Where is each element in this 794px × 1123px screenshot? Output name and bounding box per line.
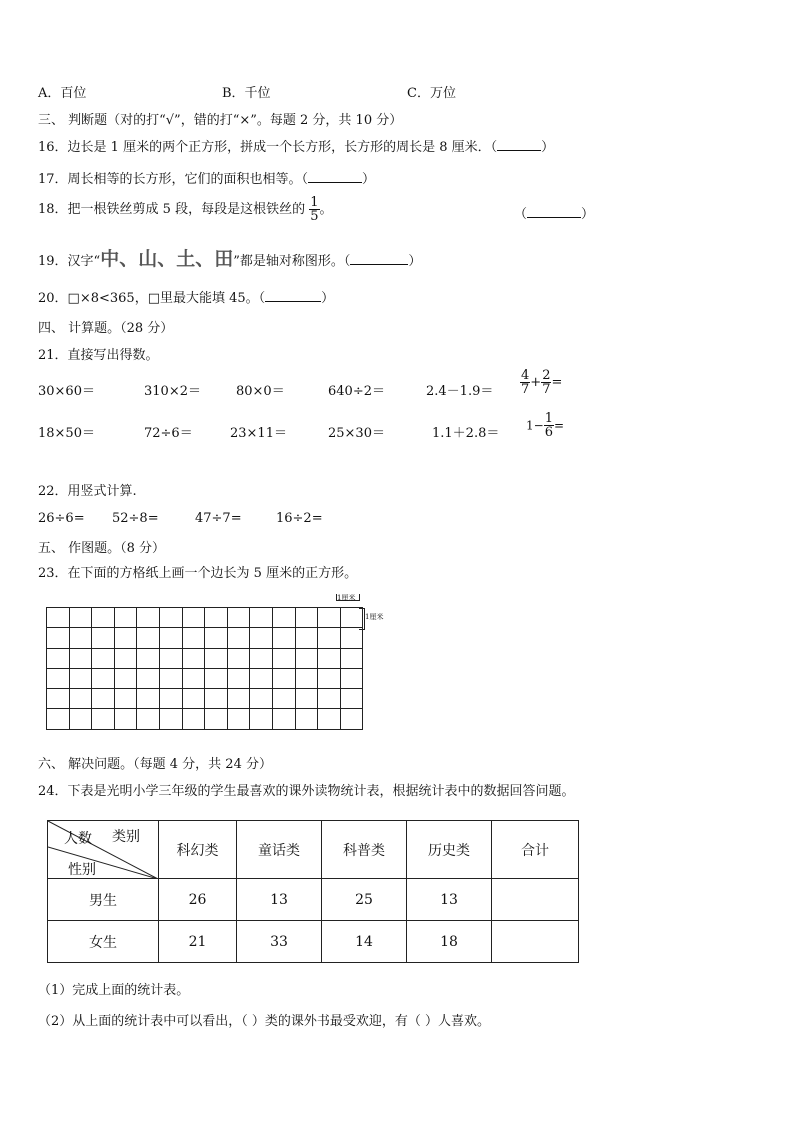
- section-5-title: 五、 作图题。（8 分）: [38, 541, 166, 556]
- table-header: 童话类: [237, 821, 322, 879]
- grid-cell[interactable]: [340, 628, 363, 648]
- grid-row[interactable]: [47, 709, 363, 729]
- grid-cell[interactable]: [92, 689, 115, 709]
- row-label: 男生: [48, 879, 159, 921]
- grid-cell[interactable]: [159, 608, 182, 628]
- grid-cell[interactable]: [340, 608, 363, 628]
- question-20-text: 20．□×8<365，□里最大能填 45。（: [38, 291, 266, 306]
- grid-cell[interactable]: [159, 689, 182, 709]
- table-cell: 26: [159, 879, 237, 921]
- grid-cell[interactable]: [159, 668, 182, 688]
- corner-label-gender: 性别: [68, 862, 96, 878]
- calc-fraction-sum: $\frac{4}{7}$ + $\frac{2}{7}$ =: [521, 368, 563, 397]
- grid-cell[interactable]: [137, 668, 160, 688]
- graph-paper-grid[interactable]: [46, 607, 363, 730]
- question-16: 16．边长是 1 厘米的两个正方形，拼成一个长方形，长方形的周长是 8 厘米．（ ）: [38, 140, 555, 155]
- grid-cell[interactable]: [205, 608, 228, 628]
- calc-item: 26÷6=: [38, 511, 85, 526]
- total-cell[interactable]: [492, 921, 579, 963]
- question-16-text: 16．边长是 1 厘米的两个正方形，拼成一个长方形，长方形的周长是 8 厘米．（: [38, 140, 498, 155]
- grid-cell[interactable]: [227, 689, 250, 709]
- grid-cell[interactable]: [182, 628, 205, 648]
- grid-cell[interactable]: [205, 668, 228, 688]
- grid-row[interactable]: [47, 668, 363, 688]
- grid-cell[interactable]: [159, 648, 182, 668]
- grid-cell[interactable]: [69, 668, 92, 688]
- question-19: 19．汉字“中、山、土、田”都是轴对称图形。（ ）: [38, 248, 422, 270]
- option-c: C．万位: [407, 86, 456, 101]
- question-17-text: 17．周长相等的长方形，它们的面积也相等。（: [38, 172, 309, 187]
- grid-cell[interactable]: [114, 608, 137, 628]
- grid-row[interactable]: [47, 628, 363, 648]
- grid-cell[interactable]: [182, 668, 205, 688]
- question-18-answer: （ ）: [514, 207, 595, 222]
- grid-cell[interactable]: [272, 668, 295, 688]
- calc-item: 47÷7=: [195, 511, 242, 526]
- grid-cell[interactable]: [227, 709, 250, 729]
- calc-item: 310×2＝: [144, 384, 201, 399]
- grid-cell[interactable]: [137, 709, 160, 729]
- calc-item: 18×50＝: [38, 426, 95, 441]
- grid-cell[interactable]: [295, 689, 318, 709]
- table-cell: 18: [407, 921, 492, 963]
- reading-statistics-table: [47, 820, 579, 963]
- grid-cell[interactable]: [182, 608, 205, 628]
- grid-cell[interactable]: [159, 628, 182, 648]
- grid-cell[interactable]: [69, 648, 92, 668]
- grid-cell[interactable]: [250, 608, 273, 628]
- calc-item: 52÷8=: [112, 511, 159, 526]
- grid-cell[interactable]: [159, 709, 182, 729]
- grid-cell[interactable]: [250, 709, 273, 729]
- calc-item: 72÷6＝: [144, 426, 193, 441]
- grid-cell[interactable]: [137, 608, 160, 628]
- grid-cell[interactable]: [227, 668, 250, 688]
- grid-cell[interactable]: [318, 709, 341, 729]
- chinese-characters: 中、山、土、田: [100, 248, 234, 270]
- grid-cell[interactable]: [250, 628, 273, 648]
- question-20: 20．□×8<365，□里最大能填 45。（ ）: [38, 291, 335, 306]
- grid-cell[interactable]: [114, 668, 137, 688]
- option-b: B．千位: [222, 86, 271, 101]
- corner-label-category: 类别: [112, 829, 140, 845]
- grid-cell[interactable]: [205, 689, 228, 709]
- grid-cell[interactable]: [47, 668, 70, 688]
- table-cell: 13: [407, 879, 492, 921]
- table-header: 历史类: [407, 821, 492, 879]
- corner-label-count: 人数: [64, 831, 92, 847]
- grid-cell[interactable]: [272, 709, 295, 729]
- grid-cell[interactable]: [137, 689, 160, 709]
- grid-cell[interactable]: [92, 648, 115, 668]
- grid-cell[interactable]: [182, 648, 205, 668]
- grid-cell[interactable]: [92, 608, 115, 628]
- grid-cell[interactable]: [340, 689, 363, 709]
- grid-cell[interactable]: [340, 668, 363, 688]
- table-header: 科幻类: [159, 821, 237, 879]
- calc-item: 16÷2=: [276, 511, 323, 526]
- grid-cell[interactable]: [295, 648, 318, 668]
- grid-cell[interactable]: [205, 709, 228, 729]
- grid-cell[interactable]: [272, 689, 295, 709]
- grid-cell[interactable]: [92, 628, 115, 648]
- section-3-title: 三、 判断题（对的打“√”，错的打“×”。每题 2 分，共 10 分）: [38, 113, 403, 128]
- table-cell: 21: [159, 921, 237, 963]
- grid-cell[interactable]: [205, 648, 228, 668]
- grid-cell[interactable]: [340, 709, 363, 729]
- grid-cell[interactable]: [318, 648, 341, 668]
- grid-cell[interactable]: [295, 608, 318, 628]
- question-24: 24．下表是光明小学三年级的学生最喜欢的课外读物统计表，根据统计表中的数据回答问题。: [38, 784, 575, 799]
- sub-question-1: （1）完成上面的统计表。: [38, 983, 190, 998]
- calc-item: 2.4－1.9＝: [426, 384, 494, 399]
- grid-cell[interactable]: [47, 608, 70, 628]
- grid-cell[interactable]: [114, 648, 137, 668]
- table-cell: 25: [322, 879, 407, 921]
- answer-blank[interactable]: [527, 217, 581, 218]
- grid-cell[interactable]: [272, 608, 295, 628]
- grid-cell[interactable]: [250, 689, 273, 709]
- grid-cell[interactable]: [92, 709, 115, 729]
- grid-cell[interactable]: [295, 709, 318, 729]
- table-row: [48, 921, 579, 963]
- calc-item: 80×0＝: [236, 384, 285, 399]
- grid-cell[interactable]: [92, 668, 115, 688]
- table-cell: 13: [237, 879, 322, 921]
- table-cell: 33: [237, 921, 322, 963]
- grid-cell[interactable]: [114, 628, 137, 648]
- grid-cell[interactable]: [47, 648, 70, 668]
- grid-cell[interactable]: [227, 648, 250, 668]
- answer-blank[interactable]: [265, 301, 321, 302]
- option-a: A．百位: [38, 86, 87, 101]
- answer-blank[interactable]: [497, 150, 541, 151]
- calc-item: 23×11＝: [230, 426, 287, 441]
- grid-cell[interactable]: [340, 648, 363, 668]
- grid-cell[interactable]: [318, 608, 341, 628]
- grid-row[interactable]: [47, 608, 363, 628]
- table-row: [48, 879, 579, 921]
- grid-cell[interactable]: [250, 648, 273, 668]
- grid-cell[interactable]: [227, 628, 250, 648]
- grid-cell[interactable]: [205, 628, 228, 648]
- grid-cell[interactable]: [182, 709, 205, 729]
- question-21: 21．直接写出得数。: [38, 348, 159, 363]
- grid-cell[interactable]: [114, 689, 137, 709]
- grid-cell[interactable]: [137, 628, 160, 648]
- table-cell: 14: [322, 921, 407, 963]
- grid-cell[interactable]: [47, 628, 70, 648]
- table-header: 科普类: [322, 821, 407, 879]
- grid-cell[interactable]: [295, 668, 318, 688]
- row-label: 女生: [48, 921, 159, 963]
- calc-item: 30×60＝: [38, 384, 95, 399]
- section-6-title: 六、 解决问题。（每题 4 分，共 24 分）: [38, 757, 272, 772]
- grid-cell[interactable]: [318, 628, 341, 648]
- calc-item: 1.1＋2.8＝: [432, 426, 500, 441]
- grid-cell[interactable]: [272, 628, 295, 648]
- sub-question-2: （2）从上面的统计表中可以看出，（ ）类的课外书最受欢迎，有（ ）人喜欢。: [38, 1014, 491, 1029]
- table-corner-cell: [48, 821, 159, 879]
- question-23: 23．在下面的方格纸上画一个边长为 5 厘米的正方形。: [38, 566, 358, 581]
- grid-cell[interactable]: [114, 709, 137, 729]
- answer-blank[interactable]: [350, 264, 408, 265]
- grid-cell[interactable]: [69, 689, 92, 709]
- grid-cell[interactable]: [295, 628, 318, 648]
- fraction-one-fifth: $\frac{1}{5}$: [310, 195, 319, 224]
- grid-row[interactable]: [47, 689, 363, 709]
- grid-cell[interactable]: [227, 608, 250, 628]
- question-18-text: 18．把一根铁丝剪成 5 段，每段是这根铁丝的: [38, 202, 306, 217]
- table-header: 合计: [492, 821, 579, 879]
- grid-cell[interactable]: [272, 648, 295, 668]
- grid-cell[interactable]: [318, 668, 341, 688]
- grid-cell[interactable]: [250, 668, 273, 688]
- section-4-title: 四、 计算题。（28 分）: [38, 321, 174, 336]
- grid-cell[interactable]: [182, 689, 205, 709]
- grid-cell[interactable]: [47, 689, 70, 709]
- grid-cell[interactable]: [137, 648, 160, 668]
- calc-fraction-diff: 1− $\frac{1}{6}$ =: [526, 411, 565, 440]
- calc-item: 640÷2＝: [328, 384, 385, 399]
- question-22: 22．用竖式计算.: [38, 484, 137, 499]
- grid-cell[interactable]: [69, 608, 92, 628]
- unit-label-side: 1厘米: [365, 613, 384, 621]
- calc-item: 25×30＝: [328, 426, 385, 441]
- question-18: 18．把一根铁丝剪成 5 段，每段是这根铁丝的 $\frac{1}{5}$ 。: [38, 195, 333, 224]
- grid-cell[interactable]: [69, 628, 92, 648]
- unit-label-top: 1厘米: [337, 594, 356, 602]
- question-17: 17．周长相等的长方形，它们的面积也相等。（ ）: [38, 172, 376, 187]
- total-cell[interactable]: [492, 879, 579, 921]
- grid-row[interactable]: [47, 648, 363, 668]
- grid-cell[interactable]: [47, 709, 70, 729]
- grid-cell[interactable]: [69, 709, 92, 729]
- grid-cell[interactable]: [318, 689, 341, 709]
- answer-blank[interactable]: [308, 182, 362, 183]
